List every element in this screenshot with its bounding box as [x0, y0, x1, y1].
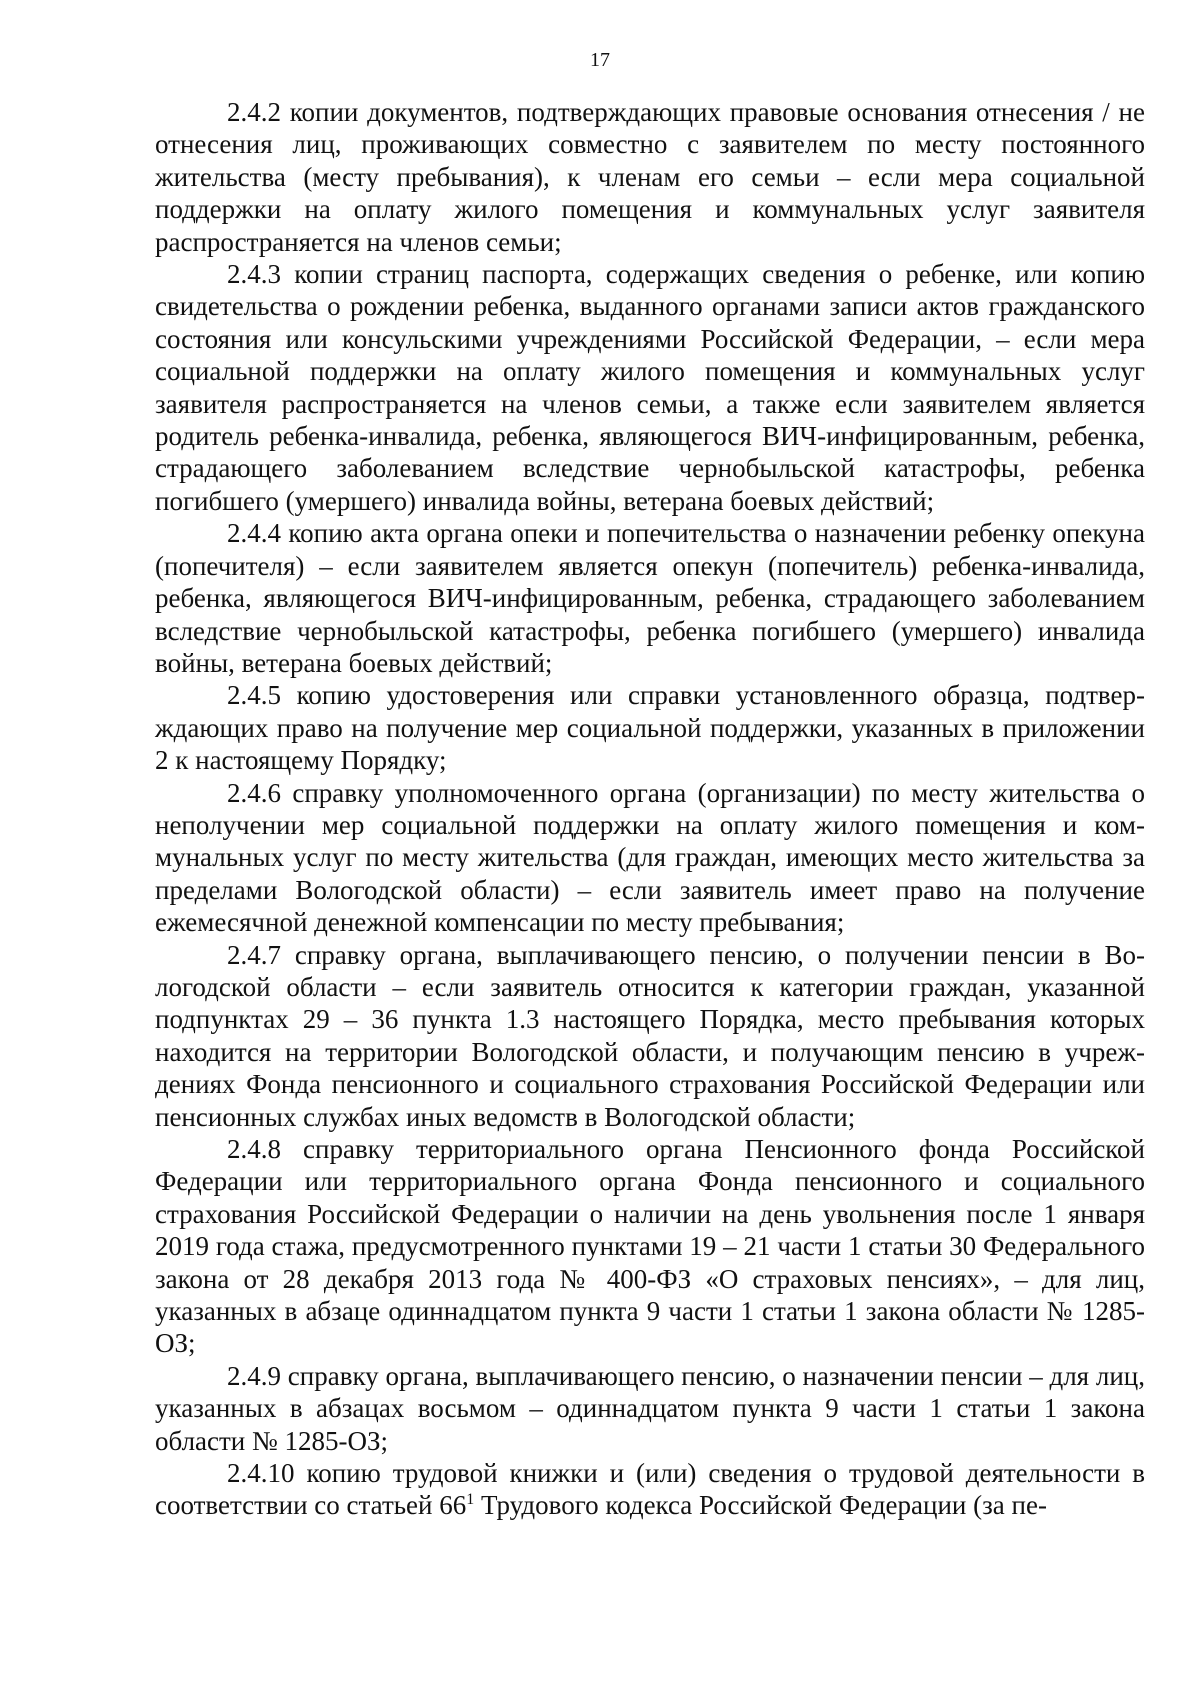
clause-number: 2.4.3	[227, 259, 281, 290]
clause-number: 2.4.7	[227, 939, 281, 970]
clause-number: 2.4.6	[227, 777, 281, 808]
paragraph-text: копию трудовой книжки и (или) сведения о трудовой деятельности в соответствии со статьей 66	[155, 1458, 1146, 1521]
clause-number: 2.4.8	[227, 1134, 281, 1164]
clause-number: 2.4.10	[227, 1458, 295, 1489]
paragraph-text: копии документов, подтверждающих правовые основания отнесения / не отнесения лиц, проживающих совместно с заявителем по месту постоянного жительства (месту пребывания), к членам его семьи – если мера социальной поддержки на оплату жилого помещения и коммунальных услуг заявителя распространяется на членов семьи;	[155, 97, 1145, 257]
paragraph-2-4-2	[155, 96, 1145, 258]
paragraph-text: справку уполномоченного органа (организации) по месту жительства о неполучении мер социальной поддержки на оплату жилого помещения и коммунальных услуг по месту жительства (для граждан, имеющих место жительства за пределами Вологодской области) – если заявитель имеет право на получение ежемесячной денежной компенсации по месту пребывания;	[155, 777, 1145, 938]
clause-number: 2.4.9	[227, 1360, 281, 1391]
paragraph-2-4-9	[155, 1360, 1145, 1457]
clause-number: 2.4.2	[227, 97, 281, 127]
paragraph-text: копию удостоверения или справки установленного образца, подтверждающих право на получение мер социальной поддержки, указанных в приложении 2 к настоящему Порядку;	[155, 680, 1146, 776]
paragraph-2-4-3	[155, 258, 1145, 517]
paragraph-text-continued: Трудового кодекса Российской Федерации (за пе-	[474, 1490, 1047, 1521]
paragraph-2-4-4	[155, 517, 1145, 679]
paragraph-2-4-7	[155, 939, 1145, 1133]
paragraph-2-4-10	[155, 1457, 1145, 1522]
paragraph-2-4-6	[155, 777, 1145, 939]
paragraph-text: копию акта органа опеки и попечительства о назначении ребенку опекуна (попечителя) – если заявителем является опекун (попечитель) ребенка-инвалида, ребенка, являющегося ВИЧ-инфицированным, ребенка, страдающего заболеванием вследствие чернобыльской катастрофы, ребенка погибшего (умершего) инвалида войны, ветерана боевых действий;	[155, 518, 1145, 678]
paragraph-text: копии страниц паспорта, содержащих сведения о ребенке, или копию свидетельства о рождении ребенка, выданного органами записи актов гражданского состояния или консульскими учреждениями Российской Федерации, – если мера социальной поддержки на оплату жилого помещения и коммунальных услуг заявителя распространяется на членов семьи, а также если заявителем является родитель ребенка-инвалида, ребенка, являющегося ВИЧ-инфицированным, ребенка, страдающего заболеванием вследствие чернобыльской катастрофы, ребенка погибшего (умершего) инвалида войны, ветерана боевых действий;	[155, 259, 1146, 516]
paragraph-text: справку органа, выплачивающего пенсию, о получении пенсии в Вологодской области – если заявитель относится к категории граждан, указанной подпунктах 29 – 36 пункта 1.3 настоящего Порядка, место пребывания которых находится на территории Вологодской области, и получающим пенсию в учреждениях Фонда пенсионного и социального страхования Российской Федерации или пенсионных службах иных ведомств в Вологодской области;	[155, 939, 1145, 1132]
superscript-marker: 1	[466, 1491, 475, 1509]
clause-number: 2.4.5	[227, 680, 281, 711]
paragraph-text: справку территориального органа Пенсионного фонда Российской Федерации или территориального органа Фонда пенсионного и социального страхования Российской Федерации о наличии на день увольнения после 1 января 2019 года стажа, предусмотренного пунктами 19 – 21 части 1 статьи 30 Федерального закона от 28 декабря 2013 года № 400-ФЗ «О страховых пенсиях», – для лиц, указанных в абзаце одиннадцатом пункта 9 части 1 статьи 1 закона области № 1285-ОЗ;	[155, 1134, 1145, 1359]
paragraph-2-4-5	[155, 679, 1145, 776]
paragraph-2-4-8	[155, 1133, 1145, 1360]
clause-number: 2.4.4	[227, 518, 281, 549]
paragraph-text: справку органа, выплачивающего пенсию, о назначении пенсии – для лиц, указанных в абзацах восьмом – одиннадцатом пункта 9 части 1 статьи 1 закона области № 1285-ОЗ;	[155, 1360, 1145, 1456]
document-body	[155, 96, 1145, 1522]
page-number: 17	[590, 49, 610, 71]
